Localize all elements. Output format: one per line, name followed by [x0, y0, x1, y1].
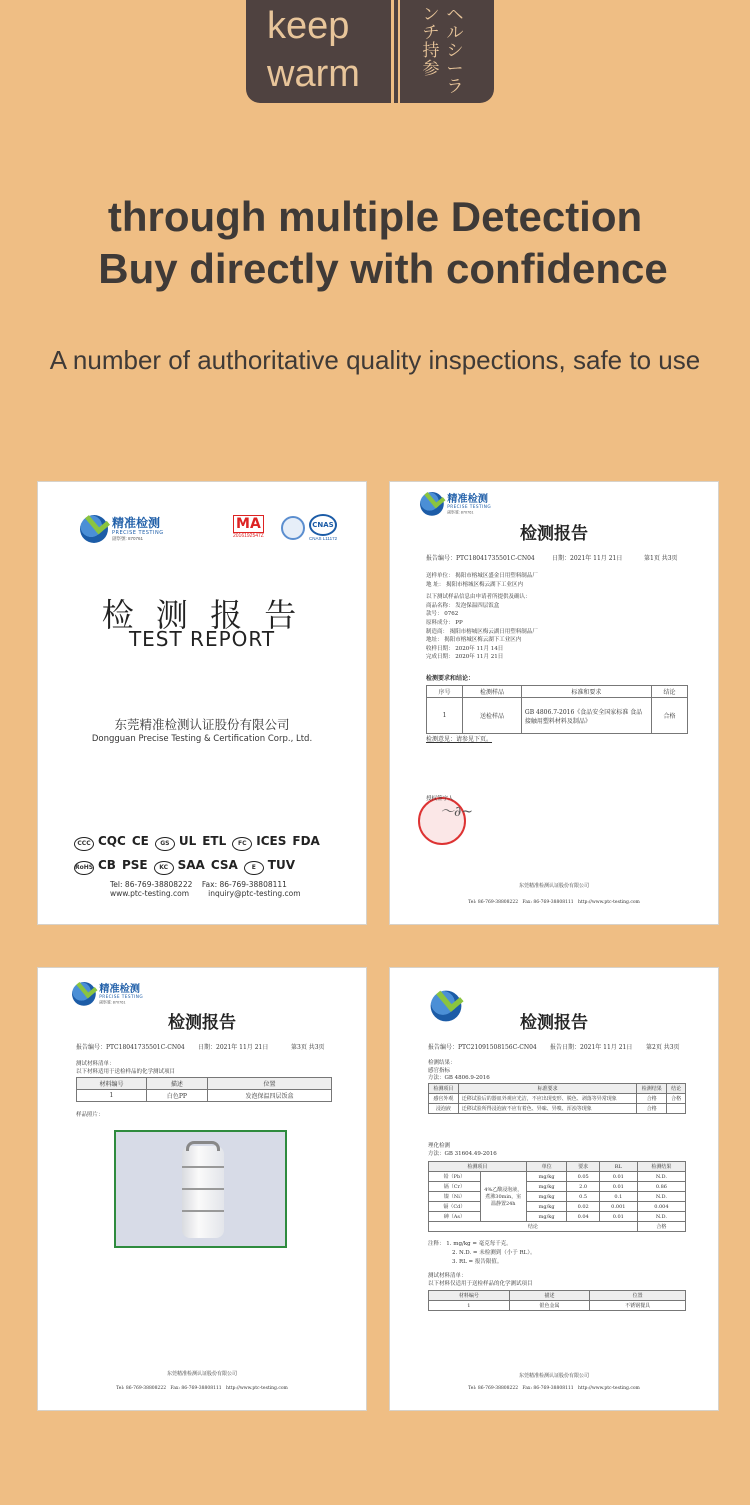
footer-web: http://www.ptc-testing.com	[225, 1386, 288, 1391]
report1-no: 报告编号：PTC18041735501C-CN04	[426, 555, 535, 562]
s3-note: 以下材料仅适用于送检样品的化学测试项目	[428, 1280, 533, 1287]
subline: A number of authoritative quality inspections, safe to use	[49, 345, 701, 375]
cert-logo-pse: PSE	[121, 858, 148, 872]
report2-section-note: 以下材料适用于送检样品的化学测试项目	[76, 1069, 176, 1075]
cover-title-cn: 检 测 报 告	[101, 596, 303, 634]
logo-en: PRECISE TESTING	[447, 504, 492, 510]
banner-divider	[391, 0, 394, 103]
note-line: 3. RL = 报告限值。	[452, 1259, 503, 1265]
cover-contact	[110, 880, 301, 898]
table-row: 浸泡液 迁移试验所得浸泡液不应有着色、异味、异嗅、浑浊等现象 合格	[429, 1104, 686, 1114]
report3-footer-contact	[390, 1386, 718, 1391]
signature: ～∂~	[440, 804, 473, 820]
report2-date: 日期：2021年 11月 21日	[198, 1044, 269, 1051]
banner-jp-col1: ヘルシーラ	[446, 5, 464, 96]
report1-footer-company: 东莞精准检测认证股份有限公司	[518, 883, 589, 889]
headline-line2: Buy directly with confidence	[98, 245, 668, 292]
report2-title: 检测报告	[168, 1013, 236, 1033]
report3-footer-company: 东莞精准检测认证股份有限公司	[518, 1373, 589, 1379]
ptc-logo	[420, 492, 491, 516]
table-row: 镉（Cr） mg/kg 2.0 0.01 0.86	[429, 1182, 686, 1192]
banner-line2: warm	[267, 53, 360, 95]
cert-logo-cb: CB	[98, 858, 116, 872]
cnas-label: CNAS	[309, 514, 337, 536]
table-row: 镉（Cd） mg/kg 0.02 0.001 0.004	[429, 1202, 686, 1212]
report3-sensory-table: 检测项目 标准要求 检测结果 结论 感官外观 迁移试验后的器皿外观应光洁，不应出现变形、脱色、剥落等异常现象 合格 合格 浸泡液 迁移试验所得浸泡液不应有着色、异味、异嗅、浑浊等现象 合格	[428, 1083, 686, 1114]
logo-code: 副察號: 870761	[112, 535, 144, 541]
report1-info-line: 送样单位： 揭阳市榕城区盛金日用塑料制品厂	[426, 573, 538, 579]
banner-title	[246, 0, 391, 103]
banner-japanese	[396, 0, 494, 103]
report2-section	[76, 1060, 175, 1076]
s1-std: 方法：GB 4806.9-2016	[428, 1075, 490, 1081]
report1-info-line: 收样日期： 2020年 11月 14日	[426, 645, 504, 652]
ptc-logo	[72, 982, 143, 1006]
report1-info-line: 原料成分： PP	[426, 619, 463, 626]
cnas-code: CNAS L11172	[309, 536, 338, 541]
footer-web: http://www.ptc-testing.com	[577, 900, 640, 905]
report1-info	[426, 572, 696, 662]
cert-logo-ce: CE	[131, 834, 149, 848]
table-row: 砷（As） mg/kg 0.04 0.01 N.D.	[429, 1212, 686, 1222]
sample-photo	[114, 1130, 287, 1248]
logo-cn: 精准检测	[99, 982, 141, 995]
s2-std: 方法：GB 31604.49-2016	[428, 1150, 497, 1157]
cover-title-en: TEST REPORT	[128, 627, 276, 651]
report-cover-card	[37, 481, 367, 925]
note-line: 注释： 1. mg/kg = 毫克每千克。	[428, 1241, 512, 1247]
report1-sign: 授权签字人	[426, 796, 454, 802]
report1-table: 序号 检测样品 标准和要求 结论 1 送检样品 GB 4806.7-2016《食品安全国家标准 食品接触用塑料材料及制品》 合格	[426, 685, 688, 734]
cert-logo-csa: CSA	[210, 858, 238, 872]
report1-info-line: 地 址： 揭阳市榕城区梅云湖下工业区内	[426, 581, 523, 588]
cert-logo-ices: ICES	[256, 834, 287, 848]
cert-logo-gs: GS	[155, 837, 175, 851]
report1-info-line: 款号： 0762	[426, 611, 459, 618]
table-row: 感官外观 迁移试验后的器皿外观应光洁，不应出现变形、脱色、剥落等异常现象 合格 合格	[429, 1094, 686, 1104]
logo-code: 副察號: 870761	[99, 999, 126, 1004]
report1-info-line: 制造商： 揭阳市榕城区梅云湖日用塑料制品厂	[426, 628, 538, 635]
report1-info-line: 商品名称： 发泡保温四层饭盒	[426, 602, 500, 609]
footer-fax: Fax: 86-769-38808111	[522, 1386, 574, 1391]
report2-no: 报告编号：PTC18041735501C-CN04	[76, 1044, 185, 1051]
report3-date: 报告日期：2021年 11月 21日	[550, 1044, 633, 1051]
footer-web: http://www.ptc-testing.com	[577, 1386, 640, 1391]
cover-fax: Fax: 86-769-38808111	[201, 880, 287, 889]
keep-warm-banner	[246, 0, 494, 103]
ilac-icon	[281, 516, 305, 540]
banner-jp-col2: ンチ持参	[422, 5, 440, 78]
logo-code: 副察號: 870761	[447, 509, 474, 514]
report-page3-card	[37, 967, 367, 1411]
report1-footer-contact	[390, 900, 718, 905]
cover-tel: Tel: 86-769-38808222	[110, 880, 193, 889]
ptc-logo-icon	[420, 492, 444, 516]
footer-tel: Tel: 86-769-38808222	[468, 1386, 519, 1391]
banner-line1: keep	[267, 5, 350, 47]
s3-title: 测试材料清单：	[428, 1273, 467, 1279]
cert-logo-saa: SAA	[177, 858, 205, 872]
ptc-logo	[80, 515, 164, 543]
cert-logo-ul: UL	[178, 834, 197, 848]
cert-logos-row1	[74, 832, 344, 851]
report3-notes	[428, 1240, 536, 1267]
report1-header	[426, 554, 696, 563]
table-row: 铅（Pb） 4%乙酸浸泡液，煮沸30min，室温静置24h mg/kg 0.05 0.01 N.D.	[429, 1172, 686, 1182]
cert-logo-ccc: CCC	[74, 837, 94, 851]
report-page1-card	[389, 481, 719, 925]
cert-logo-etl: ETL	[202, 834, 227, 848]
report1-page: 第1页 共3页	[644, 555, 678, 562]
report3-s3	[428, 1273, 533, 1288]
report2-page: 第3页 共3页	[291, 1044, 325, 1051]
s1-sub: 感官指标	[428, 1067, 451, 1074]
cnas-mark	[309, 514, 337, 541]
logo-en: PRECISE TESTING	[112, 529, 164, 536]
cover-email: inquiry@ptc-testing.com	[208, 889, 301, 898]
s1-title: 检测结果：	[428, 1060, 456, 1066]
report3-page: 第2页 共3页	[646, 1044, 680, 1051]
logo-en: PRECISE TESTING	[99, 994, 144, 1000]
report3-s1	[428, 1060, 490, 1083]
report2-header	[76, 1043, 346, 1052]
footer-tel: Tel: 86-769-38808222	[468, 900, 519, 905]
headline-line1: through multiple Detection	[107, 193, 643, 240]
report1-conclusion: 检测意见：请参见下页。	[426, 736, 493, 743]
cert-logo-cqc: CQC	[98, 834, 126, 848]
report2-table: 材料编号 描述 位置 1 白色PP 发泡保温四层饭盒	[76, 1077, 332, 1102]
report2-footer-company: 东莞精准检测认证股份有限公司	[166, 1371, 237, 1377]
report1-date: 日期：2021年 11月 21日	[552, 555, 623, 562]
cma-code: 2016192547Z	[233, 533, 264, 539]
ptc-logo-icon	[72, 982, 96, 1006]
report-page2-card	[389, 967, 719, 1411]
lunch-box-image	[182, 1146, 224, 1238]
report3-no: 报告编号：PTC21091508156C-CN04	[428, 1044, 537, 1051]
report1-info-line: 以下测试样品信息由申请者所提供及确认：	[426, 594, 531, 601]
report3-material-table: 材料编号 描述 位置 1 银色金属 不锈钢餐具	[428, 1290, 686, 1311]
logo-cn: 精准检测	[447, 492, 489, 505]
table-row: 镍（Ni） mg/kg 0.5 0.1 N.D.	[429, 1192, 686, 1202]
logo-cn: 精准检测	[112, 515, 161, 530]
report1-info-line: 完成日期： 2020年 11月 21日	[426, 654, 504, 661]
cover-web: www.ptc-testing.com	[110, 889, 190, 898]
footer-tel: Tel: 86-769-38808222	[116, 1386, 167, 1391]
cma-label: MA	[233, 515, 264, 533]
cert-logo-fc: FC	[232, 837, 252, 851]
report2-footer-contact	[38, 1386, 366, 1391]
cert-logos-row2	[74, 856, 344, 875]
cert-logo-rohs: RoHS	[74, 861, 94, 875]
cert-logo-fda: FDA	[292, 834, 320, 848]
report2-photo-label: 样品照片：	[76, 1112, 104, 1118]
cert-logo-e: E	[244, 861, 264, 875]
note-line: 2. N.D. = 未检测到（小于 RL）。	[452, 1250, 536, 1256]
cert-logo-tuv: TUV	[267, 858, 295, 872]
report3-header	[428, 1043, 698, 1052]
report1-title: 检测报告	[520, 524, 588, 544]
report1-info-line: 地址： 揭阳市榕城区梅云湖下工业区内	[426, 637, 522, 644]
footer-fax: Fax: 86-769-38808111	[522, 900, 574, 905]
ptc-logo-icon	[80, 515, 108, 543]
cover-company-cn: 东莞精准检测认证股份有限公司	[114, 717, 290, 732]
cover-company-en: Dongguan Precise Testing & Certification Corp., Ltd.	[91, 734, 313, 744]
report3-chemical-table: 检测项目 单位 要求 RL 检测结果 铅（Pb） 4%乙酸浸泡液，煮沸30min，室温静置24h mg/kg 0.05 0.01 N.D. 镉（Cr） mg/kg 2.0 0.01 0.86 镍（Ni） mg/kg 0.5 0.1 N.D. 镉（Cd） mg/kg 0.02 0.001 0.004 砷（As） mg/kg 0.04 0.01 N.D. 结论 合格	[428, 1161, 686, 1232]
cma-mark	[233, 515, 264, 539]
cert-logo-kc: KC	[154, 861, 174, 875]
report3-title: 检测报告	[520, 1013, 588, 1033]
report3-s2	[428, 1143, 497, 1158]
s2-title: 理化检测	[428, 1143, 451, 1149]
report1-summary-title: 检测要求和结论：	[426, 675, 475, 682]
footer-fax: Fax: 86-769-38808111	[170, 1386, 222, 1391]
report2-section-title: 测试材料清单：	[76, 1061, 115, 1067]
